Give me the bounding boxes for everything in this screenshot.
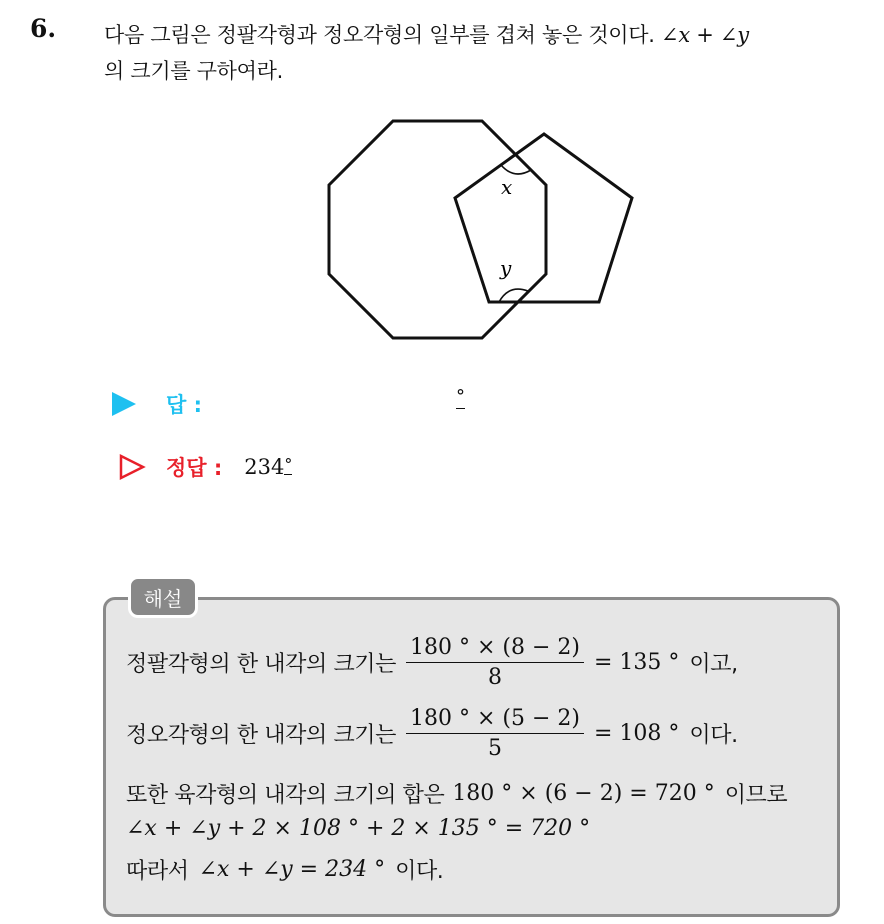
solution-line-2-result: = 108 ° bbox=[594, 721, 680, 746]
outline-triangle-icon bbox=[110, 453, 166, 481]
correct-answer-unit: ° bbox=[284, 455, 293, 474]
question-text-line1: 다음 그림은 정팔각형과 정오각형의 일부를 겹쳐 놓은 것이다. bbox=[104, 23, 655, 47]
correct-answer-row bbox=[110, 451, 292, 483]
solution-line-5-suffix: 이다. bbox=[395, 859, 444, 884]
solution-line-2-text: 정오각형의 한 내각의 크기는 bbox=[126, 723, 397, 748]
fraction-pentagon bbox=[406, 706, 584, 761]
solution-line-5-math: ∠x + ∠y = 234 ° bbox=[198, 857, 386, 882]
answer-unit: ° bbox=[456, 386, 465, 407]
correct-answer-value bbox=[244, 455, 292, 479]
fraction-octagon bbox=[406, 635, 584, 690]
solution-line-4-math: ∠x + ∠y + 2 × 108 ° + 2 × 135 ° = 720 ° bbox=[126, 816, 591, 841]
solution-line-2 bbox=[126, 706, 738, 761]
question-text-line2: 의 크기를 구하여라. bbox=[104, 59, 284, 83]
answer-row bbox=[110, 388, 224, 420]
solution-line-3-text: 또한 육각형의 내각의 크기의 합은 bbox=[126, 783, 445, 808]
angle-x-label: x bbox=[501, 175, 513, 199]
correct-answer-number: 234 bbox=[244, 455, 285, 479]
solution-line-5-prefix: 따라서 bbox=[126, 859, 189, 884]
solution-line-1-suffix: 이고, bbox=[689, 652, 738, 677]
angle-y-label: y bbox=[500, 256, 512, 280]
solution-line-5 bbox=[126, 854, 443, 885]
solution-line-1 bbox=[126, 635, 738, 690]
solution-line-3-math: 180 ° × (6 − 2) = 720 ° bbox=[452, 781, 715, 806]
correct-answer-label: 정답 : bbox=[166, 456, 223, 480]
regular-octagon bbox=[329, 121, 546, 338]
fraction-denominator: 8 bbox=[488, 665, 502, 690]
solution-line-3-suffix: 이므로 bbox=[724, 783, 788, 808]
play-triangle-icon bbox=[110, 390, 166, 418]
polygon-figure bbox=[326, 118, 638, 344]
fraction-denominator: 5 bbox=[488, 736, 502, 761]
solution-line-1-text: 정팔각형의 한 내각의 크기는 bbox=[126, 652, 397, 677]
answer-label: 답 : bbox=[166, 393, 202, 417]
solution-line-1-result: = 135 ° bbox=[594, 650, 680, 675]
solution-line-3 bbox=[126, 778, 787, 809]
question-math: ∠x + ∠y bbox=[661, 23, 749, 47]
question-text bbox=[104, 17, 874, 89]
solution-line-4 bbox=[126, 816, 590, 841]
fraction-numerator: 180 ° × (5 − 2) bbox=[406, 706, 584, 734]
solution-line-2-suffix: 이다. bbox=[689, 723, 738, 748]
question-number: 6. bbox=[30, 14, 57, 43]
fraction-numerator: 180 ° × (8 − 2) bbox=[406, 635, 584, 663]
solution-tag: 해설 bbox=[128, 576, 198, 618]
